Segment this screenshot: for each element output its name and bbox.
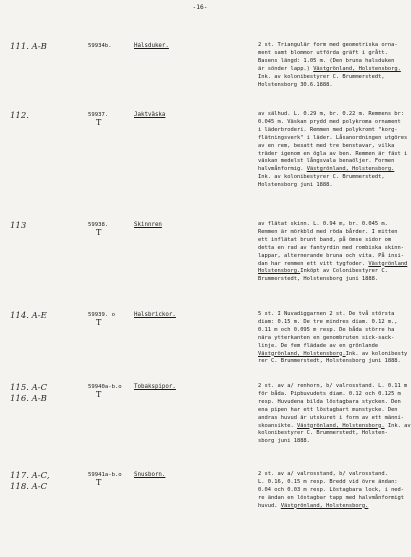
catalog-number: 59937. (88, 112, 109, 118)
handwritten-number: 114. A-E (10, 311, 47, 321)
catalog-number: 59938. (88, 222, 109, 228)
item-name: Halsduker. (134, 43, 169, 49)
catalog-number: 59934b. (88, 43, 112, 49)
handwritten-number: 113 (10, 221, 27, 231)
t-mark: T (96, 318, 102, 327)
handwritten-number: 112. (10, 111, 29, 121)
item-name: Jaktväska (134, 112, 166, 118)
catalog-number: 59941a-b.o (88, 472, 122, 478)
handwritten-number-secondary: 118. A-C (10, 482, 48, 492)
handwritten-number: 115. A-C (10, 383, 48, 393)
t-mark: T (96, 118, 102, 127)
item-description: av sälhud. L. 0.29 m, br. 0.22 m. Remmens br: 0.045 m. Väskan prydd med polykroma ornament i läderbroderi. Remmen med polykromt "korg- flätningsverk" i läder. Låsanordningen utgöres av en rem, besatt med tre benstavar, vilka träder igenom en ögla av ben. Remmen är fäst i väskan medelst långsvala benaöljer. Formen halvmånformig. Västgrönland, Holstensborg. Ink. av kolonibestyrer C. Brummerstedt, Holstensborg juni 1888. (258, 111, 408, 189)
item-name: Tobakspipor. (134, 384, 176, 390)
item-description: av flätat skinn. L. 0.94 m, br. 0.045 m. Remmen är mörkbld med röda bårder. I mitten ett inflätat brunt band, på ömse sidor om detta en rad av fantyrdin med rombiska skinn- lappar, alternerande bruna och vita. På insi- dan har remmen ett vitt tygfoder. Västgrönland Holstensborg.Inköpt av Colonibestyrer C. Brummerstedt, Holstensborg juni 1888. (258, 221, 408, 283)
item-description: 5 st. I Nuvadiggarnen 2 st. De två största diam: 0.15 m. De tre mindres diam. 0.12 m., 0.11 m och 0.095 m resp. De båda större ha nära ytterkanten en genombruten sick-sack- linje. De fem flädade av en grönlande Västgrönland, Holstensborg.Ink. av kolonibesty rer C. Brummerstedt, Holstensborg juni 1888. (258, 311, 408, 365)
t-mark: T (96, 228, 102, 237)
handwritten-number: 111. A-B (10, 42, 47, 52)
item-name: Skinnren (134, 222, 162, 228)
page-number: -16- (192, 4, 208, 11)
item-description: 2 st. av a/ valrosstand, b/ valrosstand. L. 0.16, 0.15 m resp. Bredd vid övre ändan: 0.04 och 0.03 m resp. Löstagbara lock, i ned- re ändan en löstagbar tapp med halvmånformigt huvud. Västgrönland, Holstensborg. (258, 471, 405, 509)
item-name: Halsbrickor. (134, 312, 176, 318)
item-description: 2 st. av a/ renhorn, b/ valrosstand. L. 0.11 m för båda. Pipbuvudets diam. 0.12 och 0.125 m resp. Huvudena bilda löstagbara stycken. Den ena pipen har ett löstagbart munstycke. Den andras huvud är utskuret i form av ett männi- skoansikte. Västgrönland, Holstensborg. Ink. av kolonibestyrer C. Brummerstedt, Holsten- sborg juni 1888. (258, 383, 411, 445)
item-name: Snusborn. (134, 472, 166, 478)
handwritten-number: 117. A-C, (10, 471, 50, 481)
t-mark: T (96, 390, 102, 399)
t-mark: T (96, 478, 102, 487)
item-description: 2 st. Triangulär form med geometriska orna- ment samt blommor utförda gräft i grått. Basens längd: 1.05 m. (Den bruna halsduken är sönder lapp.) Västgrönland, Holstensborg. Ink. av kolonibestyrer C. Brummerstedt, Holstensborg 30.6.1888. (258, 42, 401, 88)
handwritten-number-secondary: 116. A-B (10, 394, 47, 404)
catalog-number: 59939. o (88, 312, 115, 318)
catalog-number: 59940a-b.o (88, 384, 122, 390)
